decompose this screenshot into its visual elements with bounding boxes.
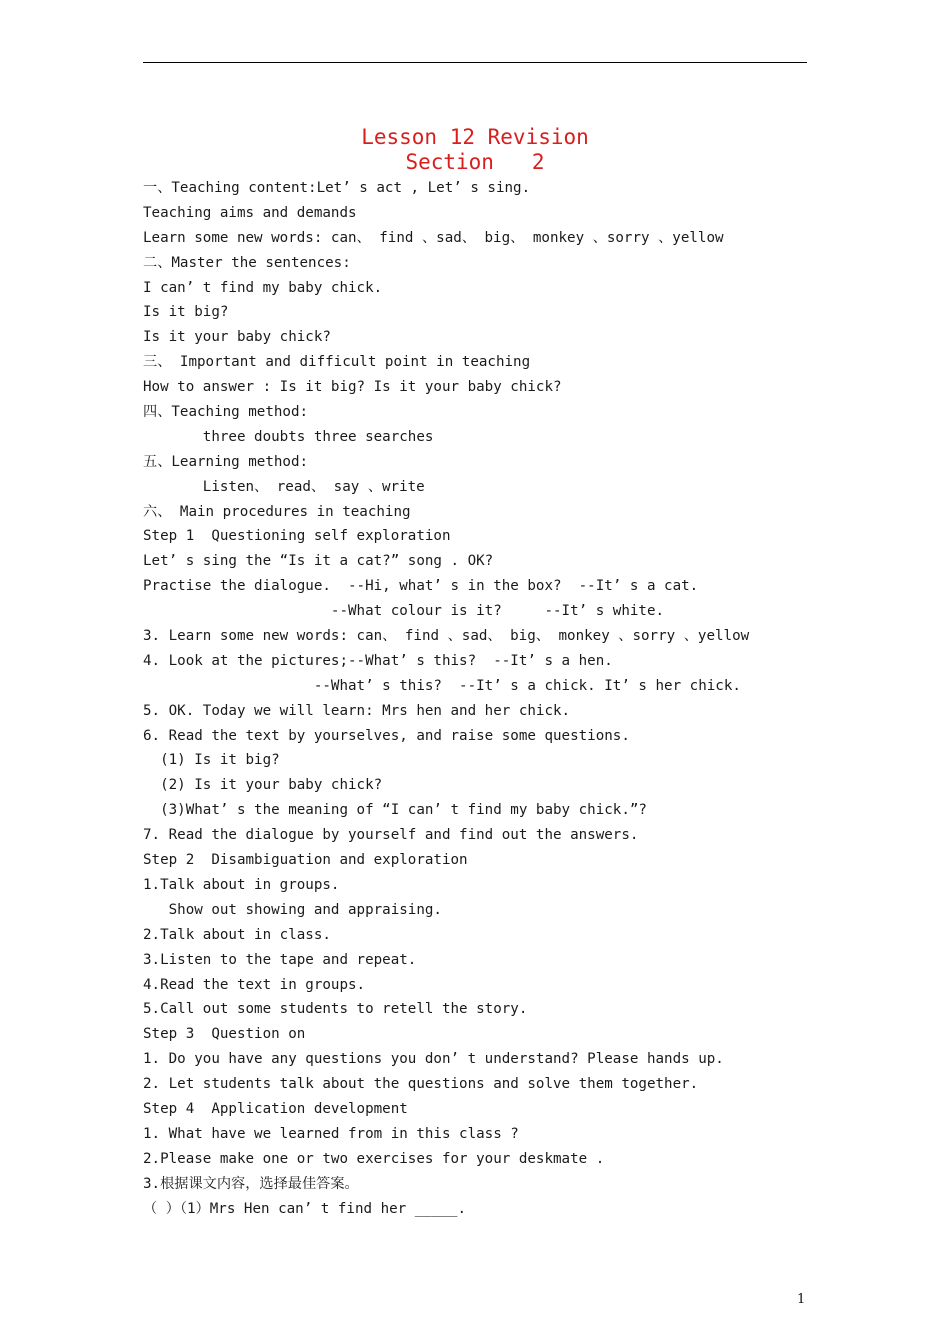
text-line: (3)What’ s the meaning of “I can’ t find my baby chick.”?	[143, 802, 647, 819]
text-line: --What colour is it? --It’ s white.	[143, 603, 665, 620]
document-title: Lesson 12 Revision	[361, 125, 589, 149]
text-line: 3.根据课文内容，选择最佳答案。	[143, 1175, 359, 1192]
text-line: 5.Call out some students to retell the story.	[143, 1001, 528, 1018]
text-line: Step 4 Application development	[143, 1100, 408, 1117]
text-line: 三、 Important and difficult point in teaching	[143, 354, 531, 371]
text-line: 4. Look at the pictures;--What’ s this? --It’ s a hen.	[143, 652, 613, 669]
document-subtitle: Section 2	[405, 150, 545, 174]
text-line: 4.Read the text in groups.	[143, 976, 366, 993]
text-line: Listen、 read、 say 、write	[143, 478, 425, 495]
page-number: 1	[797, 1292, 806, 1307]
text-line: 五、Learning method:	[143, 453, 309, 470]
text-line: 六、 Main procedures in teaching	[143, 503, 411, 520]
text-line: --What’ s this? --It’ s a chick. It’ s her chick.	[143, 677, 741, 694]
text-line: 3.Listen to the tape and repeat.	[143, 951, 417, 968]
text-line: （ ）（1）Mrs Hen can’ t find her _____.	[143, 1200, 466, 1217]
text-line: Practise the dialogue. --Hi, what’ s in the box? --It’ s a cat.	[143, 578, 699, 595]
text-line: I can’ t find my baby chick.	[143, 279, 383, 296]
text-line: 2.Please make one or two exercises for your deskmate .	[143, 1150, 605, 1167]
text-line: 1.Talk about in groups.	[143, 876, 340, 893]
text-line: 四、Teaching method:	[143, 404, 309, 421]
text-line: Show out showing and appraising.	[143, 901, 442, 918]
text-line: Step 3 Question on	[143, 1026, 306, 1043]
text-line: 1. Do you have any questions you don’ t understand? Please hands up.	[143, 1051, 724, 1068]
text-line: 3. Learn some new words: can、 find 、sad、 big、 monkey 、sorry 、yellow	[143, 628, 750, 645]
text-line: 5. OK. Today we will learn: Mrs hen and her chick.	[143, 702, 571, 719]
text-line: (1) Is it big?	[143, 752, 280, 769]
text-line: 二、Master the sentences:	[143, 254, 351, 271]
lesson-body	[143, 176, 823, 1221]
text-line: 2. Let students talk about the questions and solve them together.	[143, 1076, 699, 1093]
text-line: 2.Talk about in class.	[143, 926, 331, 943]
text-line: Teaching aims and demands	[143, 204, 357, 221]
text-line: Learn some new words: can、 find 、sad、 big、 monkey 、sorry 、yellow	[143, 229, 724, 246]
header-rule	[143, 62, 807, 63]
text-line: (2) Is it your baby chick?	[143, 777, 383, 794]
text-line: 一、Teaching content:Let’ s act , Let’ s sing.	[143, 180, 531, 196]
text-line: Step 1 Questioning self exploration	[143, 528, 451, 545]
text-line: three doubts three searches	[143, 428, 434, 445]
text-line: Step 2 Disambiguation and exploration	[143, 852, 468, 869]
text-line: 7. Read the dialogue by yourself and find out the answers.	[143, 827, 639, 844]
text-line: Is it your baby chick?	[143, 329, 331, 346]
text-line: 6. Read the text by yourselves, and raise some questions.	[143, 727, 630, 744]
text-line: 1. What have we learned from in this class ?	[143, 1125, 519, 1142]
text-line: Let’ s sing the “Is it a cat?” song . OK?	[143, 553, 494, 570]
text-line: How to answer : Is it big? Is it your baby chick?	[143, 379, 562, 396]
text-line: Is it big?	[143, 304, 229, 321]
